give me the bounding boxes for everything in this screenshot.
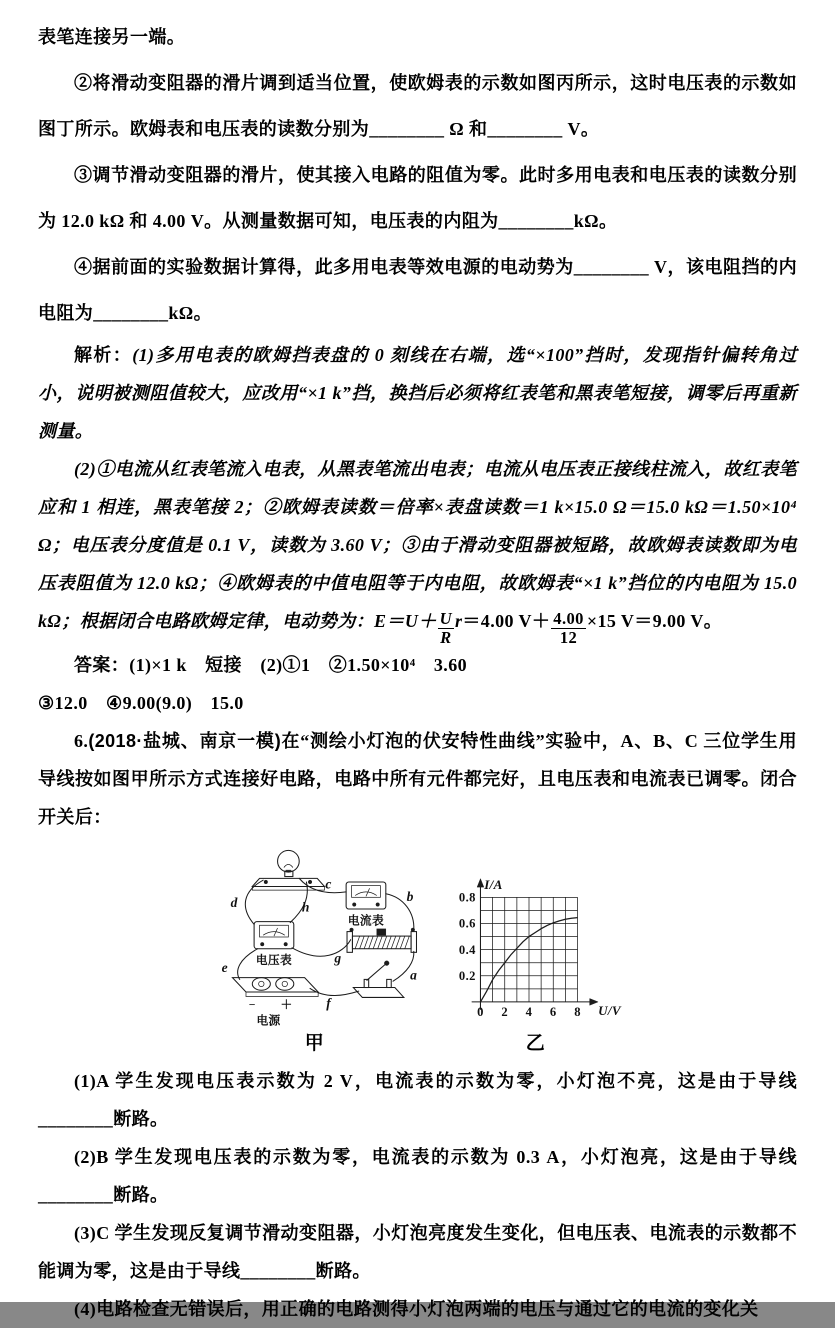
answer-label: 答案： xyxy=(74,655,130,676)
paragraph-question-6 xyxy=(38,722,797,836)
text-step3: ③调节滑动变阻器的滑片，使其接入电路的阻值为零。此时多用电表和电压表的读数分别为 12.0 kΩ 和 4.00 V。从测量数据可知，电压表的内阻为________kΩ。 xyxy=(38,165,797,231)
fraction-u-over-r xyxy=(438,610,454,646)
text-probe-end: 表笔连接另一端。 xyxy=(38,27,186,47)
graph-caption: 乙 xyxy=(525,1033,546,1055)
paragraph-analysis-2 xyxy=(38,450,797,646)
question-text: 在“测绘小灯泡的伏安特性曲线”实验中，A、B、C 三位学生用导线按如图甲所示方式连接好电路，电路中所有元件都完好，且电压表和电流表已调零。闭合开关后： xyxy=(38,731,797,828)
x-tick-label: 0 xyxy=(476,1005,484,1020)
paragraph-q6-sub4 xyxy=(38,1290,797,1328)
y-axis-label: I/A xyxy=(483,877,503,893)
rheostat-icon xyxy=(347,928,416,952)
paragraph-analysis-1 xyxy=(38,336,797,450)
analysis-label: 解析： xyxy=(74,345,133,365)
paragraph-step3 xyxy=(38,152,797,244)
paragraph-step4 xyxy=(38,244,797,336)
ammeter-label: 电流表 xyxy=(347,914,384,928)
wire-label-f: f xyxy=(325,995,331,1011)
y-tick-label: 0.4 xyxy=(458,942,476,957)
analysis-text-1: (1)多用电表的欧姆挡表盘的 0 刻线在右端，选“×100”挡时，发现指针偏转角过小，说明被测阻值较大，应改用“×1 k”挡，换挡后必须将红表笔和黑表笔短接，调零后再重新测量。 xyxy=(38,345,797,441)
wire-label-c: c xyxy=(324,876,332,892)
x-tick-label: 6 xyxy=(549,1005,557,1020)
x-tick-label: 2 xyxy=(500,1005,508,1020)
y-tick-label: 0.8 xyxy=(458,890,476,905)
y-tick-label: 0.6 xyxy=(458,916,476,931)
axes xyxy=(472,879,598,1010)
circuit-figure xyxy=(209,844,421,1056)
q6-sub2-text: (2)B 学生发现电压表的示数为零，电流表的示数为 0.3 A，小灯泡亮，这是由于导线________断路。 xyxy=(38,1147,797,1206)
iv-graph xyxy=(445,873,627,1030)
formula-result: ＝9.00 V。 xyxy=(634,611,723,631)
fraction-numerator: 4.00 xyxy=(553,609,584,629)
circuit-caption: 甲 xyxy=(304,1033,325,1055)
wire-label-e: e xyxy=(221,960,228,976)
x-axis-label: U/V xyxy=(597,1003,621,1019)
power-label: 电源 xyxy=(255,1014,281,1028)
figure-row xyxy=(38,844,797,1056)
fraction-denominator: R xyxy=(440,627,452,647)
paragraph-q6-sub1 xyxy=(38,1062,797,1138)
grid-lines xyxy=(480,897,577,1002)
paragraph-q6-sub3 xyxy=(38,1214,797,1290)
text-step2: ②将滑动变阻器的滑片调到适当位置，使欧姆表的示数如图丙所示，这时电压表的示数如图丁所示。欧姆表和电压表的读数分别为________ Ω 和________ V。 xyxy=(38,73,797,139)
question-source: (2018·盐城、南京一模) xyxy=(88,731,282,752)
tick-labels xyxy=(458,891,580,1019)
paragraph-answer-2 xyxy=(38,684,797,722)
paragraph-answer xyxy=(38,646,797,684)
wire-label-h: h xyxy=(301,899,310,915)
fraction-numerator: U xyxy=(439,609,452,629)
circuit-diagram xyxy=(209,844,421,1030)
formula-r: r xyxy=(455,611,463,631)
fraction-denominator: 12 xyxy=(559,627,578,647)
formula-rhs: ×15 V xyxy=(586,611,635,631)
battery-icon xyxy=(232,978,318,997)
question-number: 6. xyxy=(74,731,89,752)
voltmeter-icon xyxy=(254,922,294,949)
voltmeter-label: 电压表 xyxy=(255,954,292,968)
fraction-4-over-12 xyxy=(551,610,586,646)
formula-mid: ＝4.00 V＋ xyxy=(462,611,551,631)
y-tick-label: 0.2 xyxy=(458,969,476,984)
q6-sub3-text: (3)C 学生发现反复调节滑动变阻器，小灯泡亮度发生变化，但电压表、电流表的示数都不能调为零，这是由于导线________断路。 xyxy=(38,1223,797,1282)
answer-line-1: (1)×1 k 短接 (2)①1 ②1.50×10⁴ 3.60 xyxy=(129,655,467,676)
paragraph-step2 xyxy=(38,60,797,152)
battery-minus-sign: − xyxy=(248,998,256,1012)
battery-plus-sign: ＋ xyxy=(280,998,293,1012)
wire-label-b: b xyxy=(406,889,414,905)
paragraph-q6-sub2 xyxy=(38,1138,797,1214)
wire-label-g: g xyxy=(333,950,342,966)
formula-lhs: E＝U＋ xyxy=(374,611,437,631)
text-step4: ④据前面的实验数据计算得，此多用电表等效电源的电动势为________ V，该电阻挡的内电阻为________kΩ。 xyxy=(38,257,797,323)
x-tick-label: 4 xyxy=(525,1005,532,1020)
wire-label-a: a xyxy=(409,967,417,983)
x-tick-label: 8 xyxy=(573,1005,581,1020)
paragraph-probe-end xyxy=(38,14,797,60)
q6-sub4-text: (4)电路检查无错误后，用正确的电路测得小灯泡两端的电压与通过它的电流的变化关 xyxy=(74,1299,759,1320)
analysis-text-2: (2)①电流从红表笔流入电表，从黑表笔流出电表；电流从电压表正接线柱流入，故红表笔应和 1 相连，黑表笔接 2；②欧姆表读数＝倍率×表盘读数＝1 k×15.0 Ω＝15.0 kΩ＝1.50×10⁴ Ω；电压表分度值是 0.1 V，读数为 3.60 V；③由于滑动变阻器被短路，故欧姆表读数即为电压表阻值为 12.0 kΩ；④欧姆表的中值电阻等于内电阻，故欧姆表“×1 k”挡位的内电阻为 15.0 kΩ；根据闭合电路欧姆定律，电动势为： xyxy=(38,459,797,631)
light-bulb-icon xyxy=(252,851,324,891)
wire-label-d: d xyxy=(230,895,238,911)
graph-figure xyxy=(445,873,627,1056)
ammeter-icon xyxy=(346,882,386,909)
q6-sub1-text: (1)A 学生发现电压表示数为 2 V，电流表的示数为零，小灯泡不亮，这是由于导线________断路。 xyxy=(38,1071,797,1130)
answer-line-2: ③12.0 ④9.00(9.0) 15.0 xyxy=(38,693,244,714)
